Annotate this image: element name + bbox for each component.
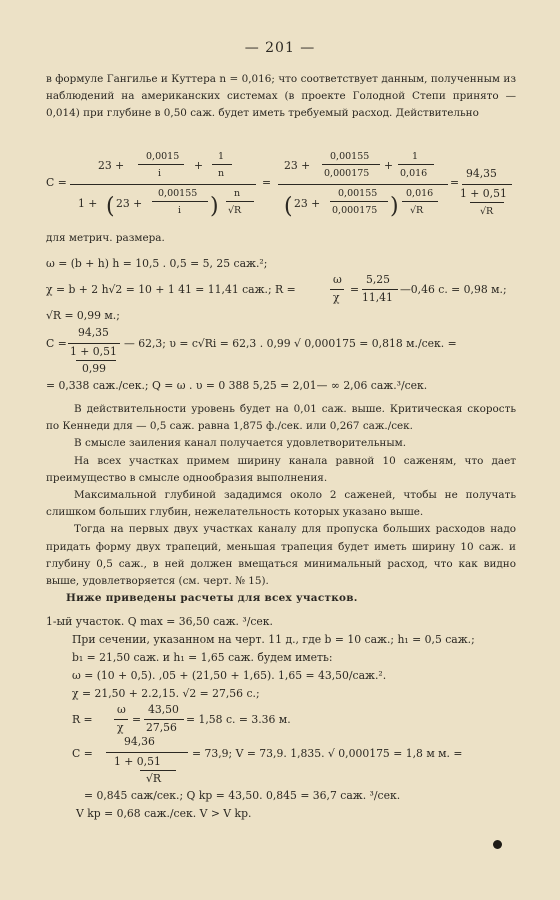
paragraph: В смысле заиления канал получается удовлетворительным. [74,437,407,450]
s1-r-f-den: χ [117,721,124,734]
page-number: — 201 — [244,40,316,56]
formula-n1-f2-den: n [218,168,225,179]
eq-c-lhs: C = [46,337,67,350]
formula-n1-plus: + [194,159,204,172]
intro-text: в формуле Гангилье и Куттера n = 0,016; что соответствует данным, полученным из наблюдений на американских системах (в проекте Голодной Степи принято — 0,014) при глубине в 0,50 саж. будет иметь требуемый расход. Действительно [46,73,516,120]
section1-line: = 0,845 саж/сек.; Q kp = 43,50. 0,845 = 36,7 саж. ³/сек. [84,789,401,802]
formula-n2-f1-den: 0,000175 [324,168,370,179]
section1-line: ω = (10 + 0,5). ,05 + (21,50 + 1,65). 1,65 = 43,50/саж.². [72,669,387,682]
paragraph: В действительности уровень будет на 0,01 саж. выше. Критическая скорость по Кеннеди для — 0,5 саж. равна 1,875 ф./сек. или 0,267 саж./сек. [46,403,516,433]
formula-n2-f2-num: 1 [412,151,419,162]
formula-d1-n: n [234,188,241,199]
s1-c-tail: = 73,9; V = 73,9. 1,835. √ 0,000175 = 1,8 м м. = [192,747,463,760]
formula-r-bar [462,184,512,185]
s1-r-g-num: 43,50 [148,703,179,716]
formula-n1-f1-bar [138,164,184,165]
formula-d2-f-den: 0,000175 [332,205,378,216]
formula-d1-f-num: 0,00155 [158,188,198,199]
formula-main-bar [70,184,256,185]
formula-r-num: 94,35 [466,167,497,180]
section1-heading: 1-ый участок. Q max = 36,50 саж. ³/сек. [46,615,273,628]
eq-chi-tail: —0,46 с. = 0,98 м.; [400,283,507,296]
body-paragraphs [46,401,516,590]
formula-d2-n-bar [402,201,438,202]
formula-n2-pre: 23 + [284,159,311,172]
metric-note: для метрич. размера. [46,232,165,244]
section1-line: При сечении, указанном на черт. 11 д., где b = 10 саж.; h₁ = 0,5 саж.; [72,633,475,646]
section1-line: b₁ = 21,50 саж. и h₁ = 1,65 саж. будем иметь: [72,651,333,664]
formula-n2-f2-den: 0,016 [400,168,428,179]
formula-mid-bar [278,184,448,185]
formula-c-lhs: C = [46,176,67,189]
eq-c-num: 94,35 [78,326,109,339]
formula-eq1: = [262,176,272,189]
paragraph: Максимальной глубиной зададимся около 2 саженей, чтобы не получать слишком больших глубин, нежелательность которых указано выше. [46,489,516,519]
s1-r-f-num: ω [117,703,126,716]
s1-c-den2: √R [146,772,162,785]
s1-c-den: 1 + 0,51 [114,755,161,768]
formula-n1-f1-num: 0,0015 [146,151,180,162]
eq-chi-f-num: ω [333,273,342,286]
ink-spot [493,840,502,849]
formula-r-den-bar [470,202,504,203]
eq-chi: χ = b + 2 h√2 = 10 + 1 41 = 11,41 саж.; R = [46,283,296,296]
eq-c-tail: — 62,3; υ = c√Ri = 62,3 . 0,99 √ 0,000175 = 0,818 м./сек. = [124,337,457,350]
formula-n2-plus: + [384,159,394,172]
paragraph: На всех участках примем ширину канала равной 10 саженям, что дает преимущество в смысле однообразия выполнения. [46,454,516,484]
section1-line: V kp = 0,68 саж./сек. V > V kp. [76,807,252,820]
formula-d2-n: 0,016 [406,188,434,199]
s1-r-tail: = 1,58 с. = 3.36 м. [186,713,291,726]
s1-c-num: 94,36 [124,735,155,748]
intro-paragraph [46,71,516,123]
eq-c-den2: 0,99 [82,362,107,375]
formula-d1-23: 23 + [116,197,143,210]
formula-d1-f-den: i [178,205,182,216]
formula-n2-f2-bar [398,164,434,165]
s1-c-bar [106,752,188,753]
formula-n2-f1-bar [322,164,380,165]
formula-n1-f2-num: 1 [218,151,225,162]
s1-r-eq: = [132,713,142,726]
document-page: — 201 — в формуле Гангилье и Куттера n = 0,016; что соответствует данным, полученным из наблюдений на американских системах (в проекте Голодной Степи принято — 0,014) при глубине в 0,50 саж. будет иметь требуемый расход. Действительно C = 23 + 0,0015 i + 1 n 1 + ( 23 + 0,00155 i ) n √R = 23 + 0,00155 0,000175 + 1 0,016 ( 23 + 0,00155 0,000175 ) 0,016 √R = 94,35 1 + 0,51 √R для метрич. размера. ω = (b + h) h = 10,5 . 0,5 = 5, 25 саж.²; χ = b + 2 h√2 = 10 + 1 41 = 11,41 саж.; R = ω χ = 5,25 11,41 —0,46 с. = 0,98 м.; √R = 0,99 м.; C = 94,35 1 + 0,51 0,99 — 62,3; υ = c√Ri = 62,3 . 0,99 √ 0,000175 = 0,818 м./сек. = = 0,338 саж./сек.; Q = ω . υ = 0 388 5,25 = 2,01— ∞ 2,06 саж.³/сек. В действительности уровень будет на 0,01 саж. выше. Критическая скорость по Кеннеди для — 0,5 саж. равна 1,875 ф./сек. или 0,267 саж./сек. В смысле заиления канал получается удовлетворительным. На всех участках примем ширину канала равной 10 саженям, что дает преимущество в смысле однообразия выполнения. Максимальной глубиной зададимся около 2 саженей, чтобы не получать слишком больших глубин, нежелательность которых указано выше. Тогда на первых двух участках каналу для пропуска больших расходов надо придать форму двух трапеций, меньшая трапеция будет иметь ширину 10 саж. и глубину 0,5 саж., в ней должен вмещаться минимальный расход, что как видно выше, удовлетворяется (см. черт. № 15). Ниже приведены расчеты для всех участков. 1-ый участок. Q max = 36,50 саж. ³/сек. При сечении, указанном на черт. 11 д., где b = 10 саж.; h₁ = 0,5 саж.; b₁ = 21,50 саж. и h₁ = 1,65 саж. будем иметь: ω = (10 + 0,5). ,05 + (21,50 + 1,65). 1,65 = 43,50/саж.². χ = 21,50 + 2.2,15. √2 = 27,56 с.; R = ω χ = 43,50 27,56 = 1,58 с. = 3.36 м. C = 94,36 1 + 0,51 √R = 73,9; V = 73,9. 1,835. √ 0,000175 = 1,8 м м. = = 0,845 саж/сек.; Q kp = 43,50. 0,845 = 36,7 саж. ³/сек. V kp = 0,68 саж./сек. V > V kp. [0,0,560,900]
eq-chi-eq: = [350,283,360,296]
formula-d1-n-bar [226,201,254,202]
eq-sqrt-r: √R = 0,99 м.; [46,309,120,322]
formula-d2-f-num: 0,00155 [338,188,378,199]
formula-r-den-pre: 1 + 0,51 [460,187,507,200]
eq-c-den: 1 + 0,51 [70,345,117,358]
paragraph: Тогда на первых двух участках каналу для пропуска больших расходов надо придать форму двух трапеций, меньшая трапеция будет иметь ширину 10 саж. и глубину 0,5 саж., в ней должен вмещаться минимальный расход, что как видно выше, удовлетворяется (см. черт. № 15). [46,523,516,588]
formula-d2-f-bar [330,201,388,202]
formula-n2-f1-num: 0,00155 [330,151,370,162]
formula-d2-23: 23 + [294,197,321,210]
formula-d1-sqrt: √R [228,205,242,216]
formula-n1-pre: 23 + [98,159,125,172]
formula-d1-f-bar [152,201,208,202]
formula-d2-sqrt: √R [410,205,424,216]
formula-d1-pre: 1 + [78,197,98,210]
eq-chi-g-num: 5,25 [366,273,391,286]
s1-r-lhs: R = [72,713,93,726]
eq-omega: ω = (b + h) h = 10,5 . 0,5 = 5, 25 саж.²; [46,257,268,270]
formula-n1-f2-bar [212,164,232,165]
formula-n1-f1-den: i [158,168,162,179]
s1-c-lhs: C = [72,747,93,760]
section-title: Ниже приведены расчеты для всех участков. [66,592,358,604]
eq-chi-f-den: χ [333,291,340,304]
s1-r-g-den: 27,56 [146,721,177,734]
eq-q: = 0,338 саж./сек.; Q = ω . υ = 0 388 5,25 = 2,01— ∞ 2,06 саж.³/сек. [46,379,428,392]
formula-eq2: = [450,176,460,189]
formula-r-den-sqrt: √R [480,206,494,217]
section1-line: χ = 21,50 + 2.2,15. √2 = 27,56 с.; [72,687,260,700]
eq-chi-g-den: 11,41 [362,291,393,304]
